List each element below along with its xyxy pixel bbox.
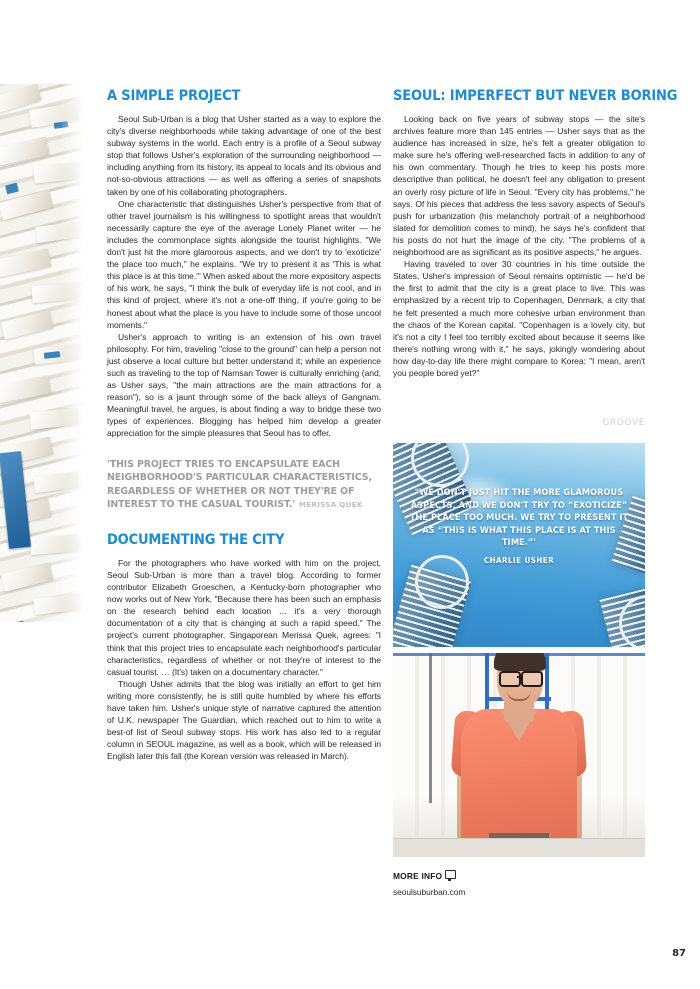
architecture-photo-left-bleed	[0, 84, 86, 622]
section-heading-a-simple-project: A SIMPLE PROJECT	[107, 88, 241, 104]
photo-edge-fade	[60, 84, 86, 622]
paragraph: For the photographers who have worked with him on the project, Seoul Sub-Urban is more than a travel blog. According to former contributor Elizabeth Groeschen, a Kentucky-born photographer who now works out of New York, "Because there has been such an emphasis on the research behind each location … it's a very thorough documentation of a city that is changing at such a rapid speed." The project's current photographer, Singaporean Merissa Quek, agrees: "I think that this project tries to encapsulate each neighborhood's particular characteristics, regardless of whether or not they're of interest to the casual tourist. … (It's) taken on a documentary character."	[107, 557, 381, 677]
right-text-column	[393, 88, 678, 379]
more-info-block	[393, 866, 645, 897]
pull-quote-attribution: MERISSA QUEK	[299, 500, 363, 510]
groove-watermark: GROOVE	[602, 418, 645, 428]
photo-pull-quote-text: "WE DON'T JUST HIT THE MORE GLAMOROUS ASPECTS, AND WE DON'T TRY TO “EXOTICIZE” THE PLACE TOO MUCH. WE TRY TO PRESENT IT AS “THIS IS WHAT THIS PLACE IS AT THIS TIME.”'	[409, 488, 629, 549]
charlie-usher-portrait-photo	[393, 653, 645, 857]
photo-pull-quote-attribution: CHARLIE USHER	[483, 555, 555, 565]
paragraph: One characteristic that distinguishes Usher's perspective from that of other travel journalism is his willingness to spotlight areas that wouldn't necessarily capture the eye of the average Lonely Planet writer — he includes the commonplace sights alongside the tourist highlights. "We don't just hit the more glamorous aspects, and we don't try to 'exoticize' the place too much," he explains. "We try to present it as 'This is what this place is at this time.'" When asked about the more expository aspects of his work, he says, "I think the bulk of everyday life is not cool, and in this kind of project, where it's not a one-off thing, if you're going to be honest about what the place is you have to include some of those uncool moments."	[107, 198, 381, 330]
section-heading-seoul-imperfect-but-never-boring: SEOUL: IMPERFECT BUT NEVER BORING	[393, 88, 678, 104]
pull-quote	[107, 458, 381, 512]
left-text-column	[107, 88, 381, 763]
paragraph: Looking back on five years of subway stops — the site's archives feature more than 145 entries — Usher says that as the audience has increased in size, he's felt a greater obligation to make sure he's offering well-researched facts in addition to any of his own commentary. Though he tries to keep his posts more descriptive than political, he doesn't feel any obligation to present an overly rosy picture of life in Seoul. "Every city has problems," he says. Of his pieces that address the less savory aspects of Seoul's push for urbanization (his melancholy portrait of a neighborhood slated for demolition comes to mind), he says he's confident that his posts do not hurt the image of the city. "The problems of a neighborhood are as significant as its positive aspects," he argues.	[393, 114, 645, 258]
section-heading-documenting-the-city: DOCUMENTING THE CITY	[107, 531, 285, 548]
window-mullion	[429, 653, 432, 803]
hair	[494, 653, 546, 671]
paragraph: Having traveled to over 30 countries in his time outside the States, Usher's impression of Seoul remains optimistic — he'd be the first to admit that the city is a great place to live. This was emphasized by a recent trip to Copenhagen, Denmark, a city that he felt presented a much more cohesive urban environment than the chaos of the Korean capital. "Copenhagen is a lovely city, but it's not a city I feel too terribly excited about because it seems like there's nothing wrong with it," he says, jokingly wondering about how day-to-day life there might compare to Korea: "I mean, aren't you people bored yet?"	[393, 259, 645, 378]
photo-pull-quote	[405, 487, 632, 568]
eyeglasses-bridge	[517, 676, 522, 678]
paragraph: Seoul Sub-Urban is a blog that Usher started as a way to explore the city's diverse neighborhoods while taking advantage of one of the best subway systems in the world. Each entry is a profile of a Seoul subway stop that follows Usher's exploration of the surrounding neighborhood — including anything from its history, its appeal to locals and its obvious and not-so-obvious attractions — as well as offering a series of snapshots taken by one of his collaborating photographers.	[107, 114, 381, 197]
floor-line	[393, 838, 645, 857]
eyeglasses-lens-right	[521, 671, 543, 687]
paragraph: Usher's approach to writing is an extension of his own travel philosophy. For him, traveling "close to the ground" can help a person not just observe a local culture but better understand it; while an experience such as traveling to the top of Namsan Tower is culturally enriching (and, as Usher says, "the main attractions are the main attractions for a reason"), so is a jaunt through some of the back alleys of Gangnam. Meaningful travel, he argues, is about finding a way to bridge these two types of experiences. Blogging has helped him develop a greater appreciation for the simple pleasures that Seoul has to offer.	[107, 331, 381, 439]
more-info-label: MORE INFO	[393, 871, 443, 881]
more-info-url[interactable]: seoulsuburban.com	[393, 887, 466, 897]
page-number: 87	[672, 948, 686, 959]
eyeglasses-lens-left	[499, 671, 521, 687]
monitor-icon	[445, 870, 456, 879]
paragraph: Though Usher admits that the blog was initially an effort to get him writing more consistently, he is still quite humbled by where his efforts have taken him. Usher's unique style of narrative captured the attention of U.K. newspaper The Guardian, which reached out to him to write a best-of list of Seoul subway stops. His work has also led to a regular column in SEOUL magazine, as well as a book, which will be released in English later this fall (the Korean version was released in March).	[107, 678, 381, 762]
pull-quote-text: 'THIS PROJECT TRIES TO ENCAPSULATE EACH NEIGHBORHOOD'S PARTICULAR CHARACTERISTICS, REGARDLESS OF WHETHER OR NOT THEY'RE OF INTEREST TO THE CASUAL TOURIST.'	[107, 458, 372, 511]
